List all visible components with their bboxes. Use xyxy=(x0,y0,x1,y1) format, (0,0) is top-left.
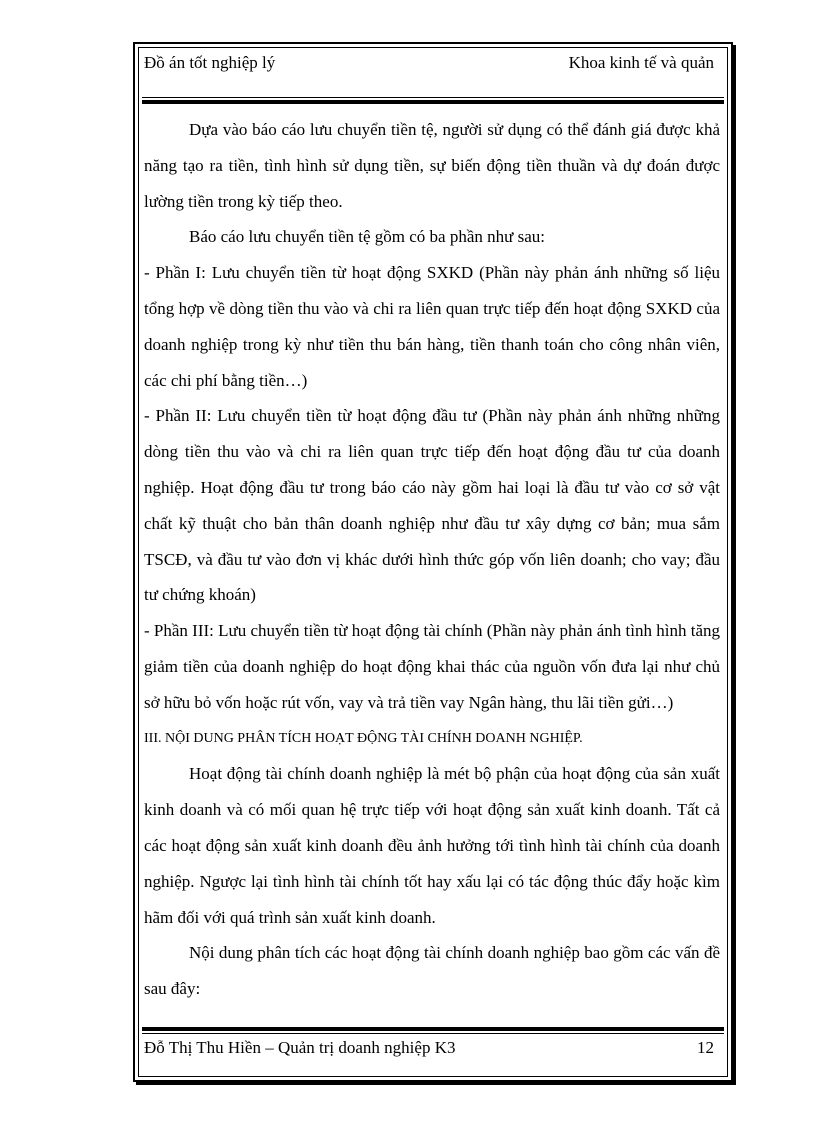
paragraph-4: - Phần II: Lưu chuyển tiền từ hoạt động đầu tư (Phần này phản ánh những những dòng tiền thu vào và chi ra liên quan trực tiếp đến hoạt động đầu tư của doanh nghiệp. Hoạt động đầu tư trong báo cáo này gồm hai loại là đầu tư vào cơ sở vật chất kỹ thuật cho bản thân doanh nghiệp như đầu tư xây dựng cơ bản; mua sắm TSCĐ, và đầu tư vào đơn vị khác dưới hình thức góp vốn liên doanh; cho vay; đầu tư chứng khoán) xyxy=(144,406,720,605)
header-right-text: Khoa kinh tế và quản xyxy=(568,53,714,72)
paragraph-5: - Phần III: Lưu chuyển tiền từ hoạt động tài chính (Phần này phản ánh tình hình tăng giảm tiền của doanh nghiệp do hoạt động khai thác của nguồn vốn đưa lại như chủ sở hữu bỏ vốn hoặc rút vốn, vay và trả tiền vay Ngân hàng, thu lãi tiền gửi…) xyxy=(144,621,720,712)
page-header xyxy=(144,52,724,100)
paragraph-7: Nội dung phân tích các hoạt động tài chính doanh nghiệp bao gồm các vấn đề sau đây: xyxy=(144,943,720,999)
document-body xyxy=(144,112,720,1007)
paragraph-2: Báo cáo lưu chuyển tiền tệ gồm có ba phần như sau: xyxy=(189,227,545,247)
paragraph-1: Dựa vào báo cáo lưu chuyển tiền tệ, người sử dụng có thể đánh giá được khả năng tạo ra tiền, tình hình sử dụng tiền, sự biến động tiền thuần và dự đoán được lường tiền trong kỳ tiếp theo. xyxy=(144,120,720,211)
header-left-text: Đồ án tốt nghiệp lý xyxy=(144,53,276,72)
footer-rule-thin xyxy=(142,1033,724,1034)
page-number: 12 xyxy=(697,1038,714,1057)
section-heading: III. NỘI DUNG PHÂN TÍCH HOẠT ĐỘNG TÀI CHÍNH DOANH NGHIỆP. xyxy=(144,730,583,746)
paragraph-3: - Phần I: Lưu chuyển tiền từ hoạt động SXKD (Phần này phản ánh những số liệu tổng hợp về dòng tiền thu vào và chi ra liên quan trực tiếp đến hoạt động SXKD của doanh nghiệp trong kỳ như tiền thu bán hàng, tiền thanh toán cho công nhân viên, các chi phí bằng tiền…) xyxy=(144,263,720,390)
header-rule-thick xyxy=(142,100,724,104)
paragraph-6: Hoạt động tài chính doanh nghiệp là mét bộ phận của hoạt động của sản xuất kinh doanh và có mối quan hệ trực tiếp với hoạt động sản xuất kinh doanh. Tất cả các hoạt động sản xuất kinh doanh đều ảnh hưởng tới tình hình tài chính của doanh nghiệp. Ngược lại tình hình tài chính tốt hay xấu lại có tác động thúc đẩy hoặc kìm hãm đối với quá trình sản xuất kinh doanh. xyxy=(144,764,720,927)
header-rule-thin xyxy=(142,97,724,98)
footer-author: Đỗ Thị Thu Hiền – Quản trị doanh nghiệp K3 xyxy=(144,1038,456,1057)
footer-rule-thick xyxy=(142,1027,724,1031)
